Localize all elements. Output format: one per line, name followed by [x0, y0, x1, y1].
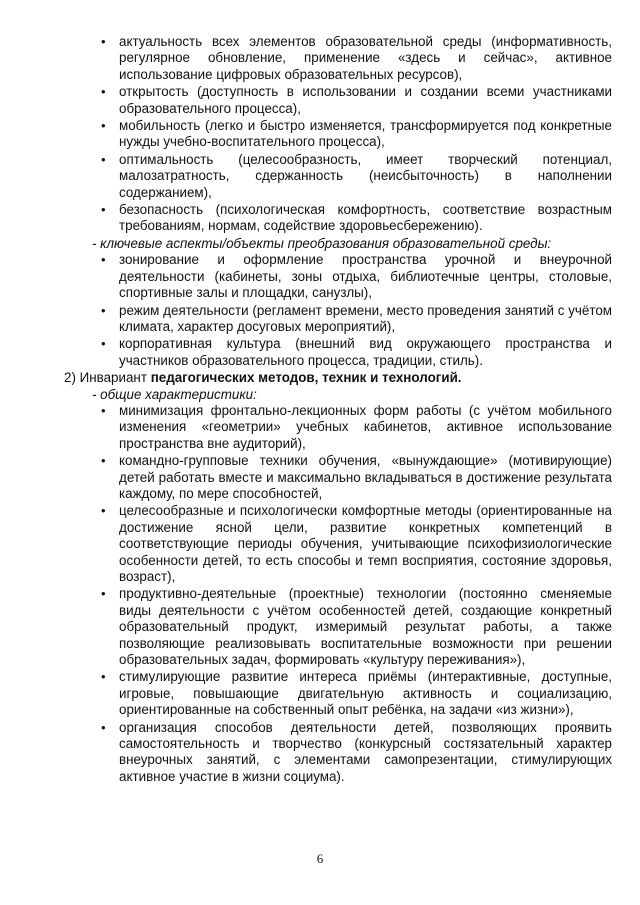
subheading-general: - общие характеристики: — [92, 386, 257, 402]
list-item: • режим деятельности (регламент времени, место проведения занятий с учётом климата, характер досуговых мероприятий), — [92, 303, 612, 336]
section-prefix: 2) Инвариант — [64, 370, 151, 386]
list-item: • безопасность (психологическая комфортность, соответствие возрастным требованиям, нормам, содействие здоровьесбережению). — [92, 202, 612, 235]
list-item: • целесообразные и психологически комфортные методы (ориентированные на достижение ясной цели, развитие конкретных компетенций в соответствующие периоды обучения, учитывающие психофизиологические особенности детей, то есть способы и темп восприятия, состояние здоровья, возраст), — [92, 503, 612, 585]
bullet-list-aspects — [92, 252, 612, 369]
list-item: • стимулирующие развитие интереса приёмы (интерактивные, доступные, игровые, повышающие двигательную активность и социализацию, ориентированные на собственный опыт ребёнка, на задачи «из жизни»), — [92, 669, 612, 718]
list-item: • командно-групповые техники обучения, «вынуждающие» (мотивирующие) детей работать вместе и максимально вкладываться в достижение результата каждому, по мере способностей, — [92, 453, 612, 502]
list-item: • организация способов деятельности детей, позволяющих проявить самостоятельность и творчество (конкурсный состязательный характер внеурочных занятий, с элементами самопрезентации, стимулирующих активное участие в жизни социума). — [92, 720, 612, 786]
list-item: • оптимальность (целесообразность, имеет творческий потенциал, малозатратность, сдержанность (неисбыточность) в наполнении содержанием), — [92, 152, 612, 201]
list-item: • зонирование и оформление пространства урочной и внеурочной деятельности (кабинеты, зоны отдыха, библиотечные центры, столовые, спортивные залы и площадки, санузлы), — [92, 252, 612, 301]
list-item: • корпоративная культура (внешний вид окружающего пространства и участников образовательного процесса, традиции, стиль). — [92, 336, 612, 369]
bullet-list-properties — [92, 34, 612, 235]
section-title-bold: педагогических методов, техник и технологий. — [150, 370, 462, 386]
list-item: • мобильность (легко и быстро изменяется, трансформируется под конкретные нужды учебно-воспитательного процесса), — [92, 118, 612, 151]
list-item: • актуальность всех элементов образовательной среды (информативность, регулярное обновление, применение «здесь и сейчас», активное использование цифровых образовательных ресурсов), — [92, 34, 612, 83]
document-page — [64, 34, 612, 786]
page-number: 6 — [316, 851, 324, 866]
list-item: • открытость (доступность в использовании и создании всеми участниками образовательного процесса), — [92, 84, 612, 117]
list-item: • минимизация фронтально-лекционных форм работы (с учётом мобильного изменения «геометрии» учебных кабинетов, активное использование пространства вне аудиторий), — [92, 403, 612, 452]
subheading-key-aspects: - ключевые аспекты/объекты преобразования образовательной среды: — [92, 235, 552, 251]
section-heading — [64, 370, 612, 386]
list-item: • продуктивно-деятельные (проектные) технологии (постоянно сменяемые виды деятельности с учётом особенностей детей, создающие конкретный образовательный продукт, измеримый результат работы, а также позволяющие реализовывать воспитательные возможности при решении образовательных задач, формировать «культуру переживания»), — [92, 586, 612, 668]
bullet-list-methods — [92, 403, 612, 785]
